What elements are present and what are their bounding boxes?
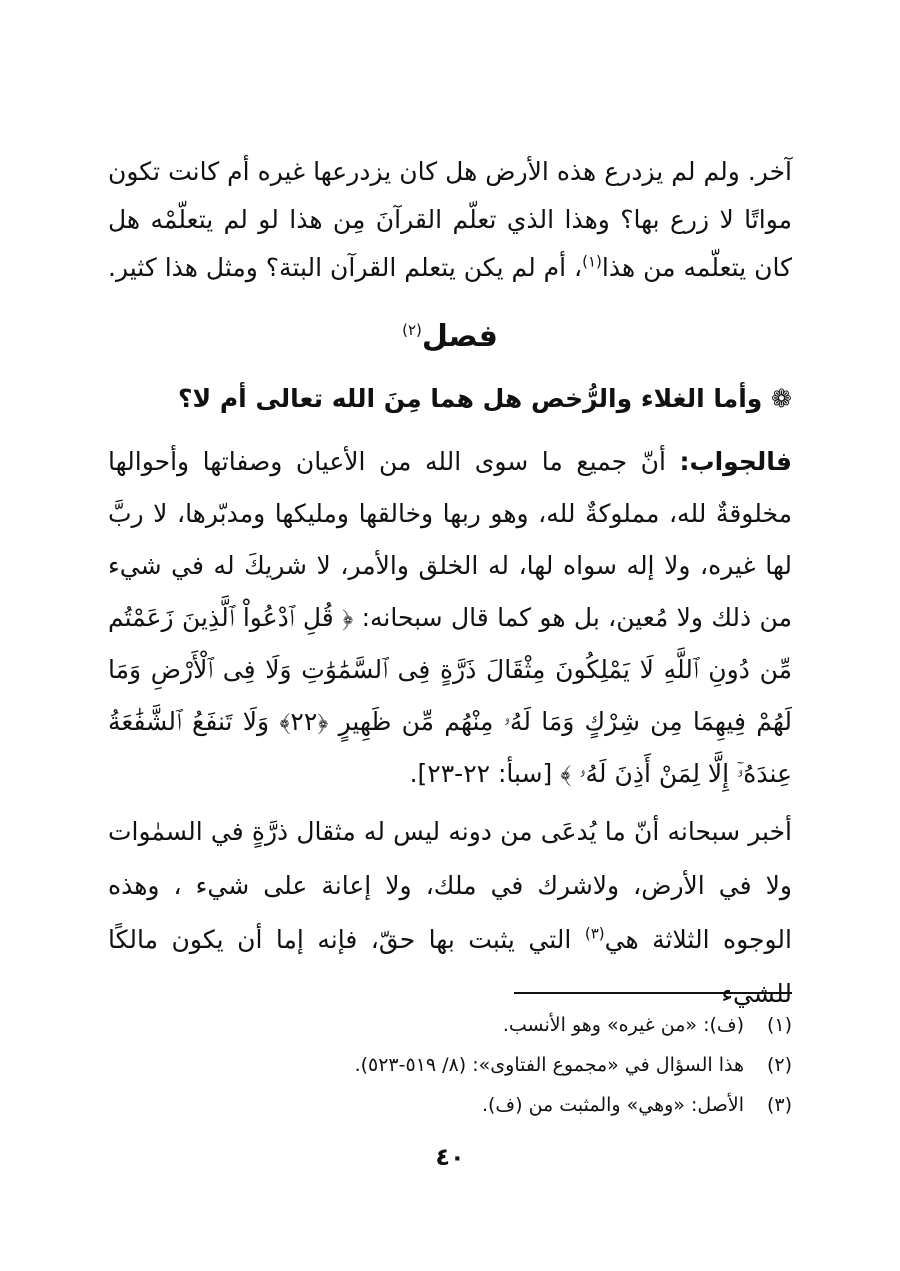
footnote-1 (108, 1005, 792, 1045)
footnote-marker-2: (٢) (402, 321, 422, 339)
footnote-divider (514, 992, 792, 994)
footnote-2 (108, 1045, 792, 1085)
footnote-text: الأصل: «وهي» والمثبت من (ف). (481, 1094, 744, 1116)
paragraph-2-text: أنّ جميع ما سوى الله من الأعيان وصفاتها وأحوالها مخلوقةٌ لله، مملوكةٌ لله، وهو ربها وخالقها ومليكها ومدبّرها، لا ربَّ لها غيره، ولا إله سواه لها، له الخلق والأمر، لا شريكَ له في شيء من ذلك ولا مُعين، بل هو كما قال سبحانه: (108, 447, 792, 632)
section-heading (0, 312, 900, 362)
footnote-marker-1: (١) (582, 252, 602, 271)
answer-lead: فالجواب: (679, 447, 792, 476)
footnote-number: (٣) (766, 1094, 792, 1116)
paragraph-3-end: التي يثبت بها حقّ، فإنه إما أن يكون مالكًا للشيء (108, 925, 792, 1008)
paragraph-1-end: ، أم لم يكن يتعلم القرآن البتة؟ ومثل هذا كثير. (108, 253, 583, 282)
paragraph-1-text: آخر. ولم لم يزدرع هذه الأرض هل كان يزدرعها غيره أم كانت تكون مواتًا لا زرع بها؟ وهذا الذي تعلّم القرآنَ مِن هذا لو لم يتعلّمْه هل كان يتعلّمه من هذا (108, 157, 792, 282)
footnote-3 (108, 1085, 792, 1125)
verse-reference: [سبأ: ٢٢-٢٣]. (409, 759, 561, 788)
paragraph-2 (108, 436, 792, 800)
footnote-text: (ف): «من غيره» وهو الأنسب. (502, 1014, 744, 1036)
footnote-number: (١) (766, 1014, 792, 1036)
footnotes (108, 1005, 792, 1125)
page-number: ٤٠ (435, 1143, 465, 1171)
paragraph-1 (108, 148, 792, 292)
question-line: ❁ وأما الغلاء والرُّخص هل هما مِنَ الله تعالى أم لا؟ (178, 384, 792, 413)
quran-verse: ﴿ قُلِ ٱدْعُواْ ٱلَّذِينَ زَعَمْتُم مِّن دُونِ ٱللَّهِ لَا يَمْلِكُونَ مِثْقَالَ ذَرَّةٍ فِى ٱلسَّمَٰوَٰتِ وَلَا فِى ٱلْأَرْضِ وَمَا لَهُمْ فِيهِمَا مِن شِرْكٍ وَمَا لَهُۥ مِنْهُم مِّن ظَهِيرٍ ﴿٢٢﴾ وَلَا تَنفَعُ ٱلشَّفَٰعَةُ عِندَهُۥٓ إِلَّا لِمَنْ أَذِنَ لَهُۥ ﴾ (108, 603, 792, 788)
paragraph-3-text: أخبر سبحانه أنّ ما يُدعَى من دونه ليس له مثقال ذرَّةٍ في السمٰوات ولا في الأرض، ولاشرك في ملك، ولا إعانة على شيء ، وهذه الوجوه الثلاثة هي (108, 817, 792, 954)
footnote-text: هذا السؤال في «مجموع الفتاوى»: (٨/ ٥١٩-٥٢٣). (354, 1054, 744, 1076)
footnote-marker-3: (٣) (584, 924, 605, 943)
section-title: فصل (421, 319, 498, 354)
paragraph-3 (108, 805, 792, 1021)
footnote-number: (٢) (766, 1054, 792, 1076)
